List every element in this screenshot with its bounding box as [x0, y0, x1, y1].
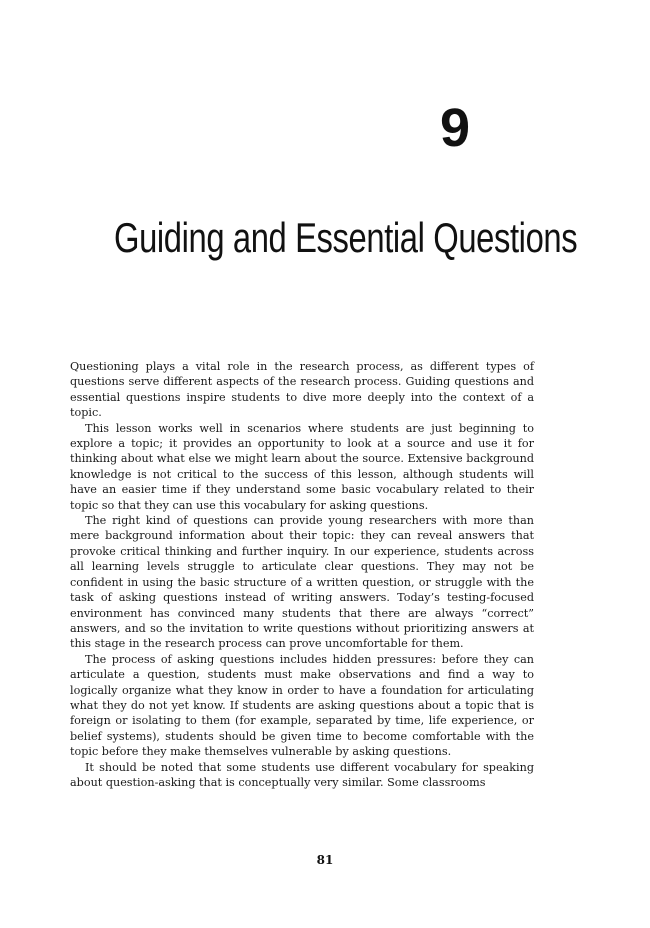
chapter-title: Guiding and Essential Questions [114, 214, 578, 261]
body-text [70, 359, 534, 790]
page-number: 81 [316, 853, 334, 867]
paragraph-right-kind-of-questions: The right kind of questions can provide young researchers with more than mere background information about their topic: they can reveal answers that provoke critical thinking and further inquiry. In our experience, students across all learning levels struggle to articulate clear questions. They may not be confident in using the basic structure of a written question, or struggle with the task of asking questions instead of writing answers. Today’s testing-focused environment has convinced many students that there are always “correct” answers, and so the invitation to write questions without prioritizing answers at this stage in the research process can prove uncomfortable for them. [70, 514, 534, 651]
chapter-number: 9 [439, 98, 470, 158]
paragraph-vocabulary-note: It should be noted that some students use different vocabulary for speaking about question-asking that is conceptually very similar. Some classrooms [70, 760, 534, 789]
paragraph-hidden-pressures: The process of asking questions includes hidden pressures: before they can articulate a question, students must make observations and find a way to logically organize what they know in order to have a foundation for articulating what they do not yet know. If students are asking questions about a topic that is foreign or isolating to them (for example, separated by time, life experience, or belief systems), students should be given time to become comfortable with the topic before they make themselves vulnerable by asking questions. [70, 652, 534, 759]
paragraph-intro: Questioning plays a vital role in the research process, as different types of questions serve different aspects of the research process. Guiding questions and essential questions inspire students to dive more deeply into the context of a topic. [70, 360, 534, 420]
paragraph-lesson-scenarios: This lesson works well in scenarios where students are just beginning to explore a topic; it provides an opportunity to look at a source and use it for thinking about what else we might learn about the source. Extensive background knowledge is not critical to the success of this lesson, although students will have an easier time if they understand some basic vocabulary related to their topic so that they can use this vocabulary for asking questions. [70, 421, 534, 512]
